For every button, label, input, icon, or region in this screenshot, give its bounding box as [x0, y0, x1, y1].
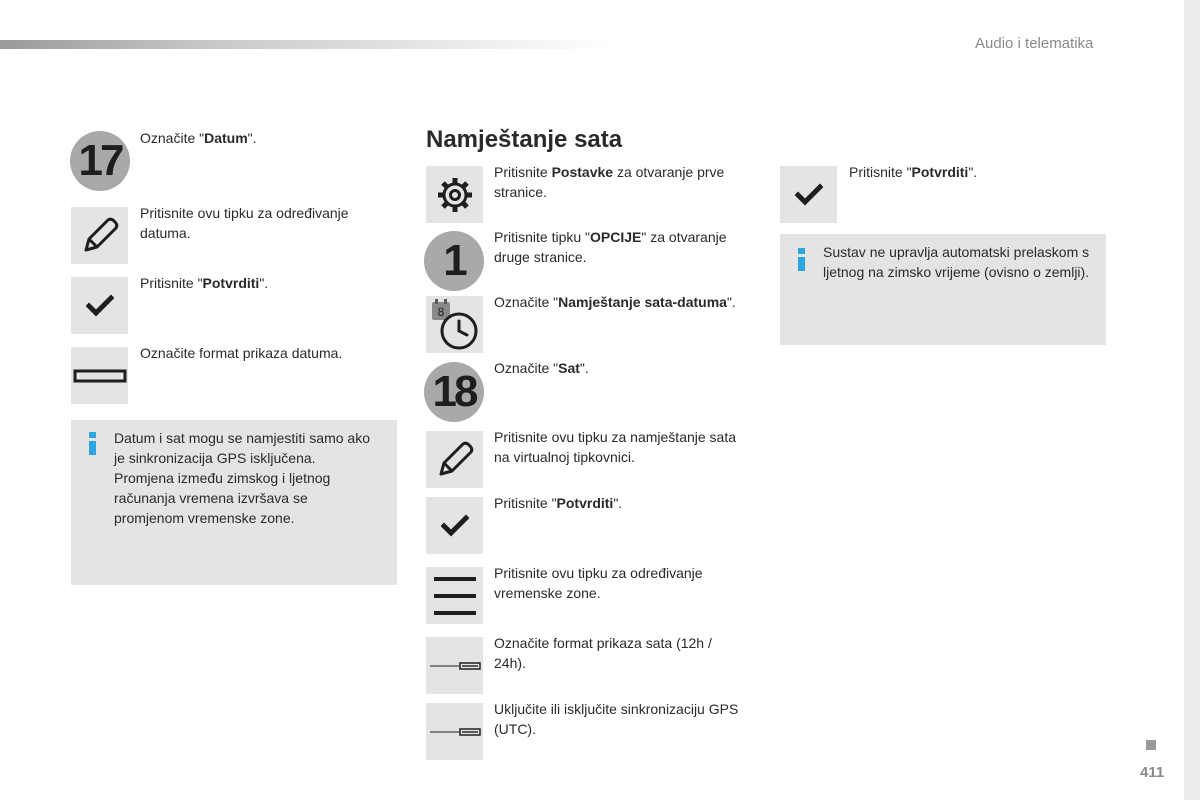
clock-icon	[429, 299, 481, 351]
section-title: Audio i telematika	[975, 35, 1094, 52]
instruction-settings: Pritisnite Postavke za otvaranje prve stranice.	[494, 164, 725, 200]
check-icon	[795, 183, 823, 207]
instruction-gps-sync: Uključite ili isključite sinkronizaciju GPS (UTC).	[494, 701, 739, 737]
settings-button[interactable]	[426, 166, 483, 223]
instruction-select-time: Označite "Sat".	[494, 360, 589, 376]
instruction-time-format: Označite format prikaza sata (12h / 24h).	[494, 635, 712, 671]
info-text-left: Datum i sat mogu se namjestiti samo ako je sinkronizacija GPS isključena. Promjena između zimskog i ljetnog računanja vremena izvršava se promjenom vremenske zone.	[114, 430, 370, 526]
pencil-icon	[78, 214, 122, 258]
time-format-toggle[interactable]	[426, 637, 483, 694]
date-format-icon	[73, 368, 127, 384]
instruction-confirm-final: Pritisnite "Potvrditi".	[849, 164, 978, 180]
check-icon	[86, 294, 114, 318]
info-text-right: Sustav ne upravlja automatski prelaskom s ljetnog na zimsko vrijeme (ovisno o zemlji).	[823, 244, 1090, 280]
page-marker	[1146, 740, 1156, 750]
info-box-left	[71, 420, 397, 585]
header-gradient-bar	[0, 40, 610, 49]
pencil-icon	[433, 438, 477, 482]
menu-icon	[432, 573, 478, 619]
page-number: 411	[1140, 764, 1165, 781]
timezone-button[interactable]	[426, 567, 483, 624]
info-box-right	[780, 234, 1106, 345]
instruction-select-date: Označite "Datum".	[140, 130, 257, 146]
gps-sync-toggle[interactable]	[426, 703, 483, 760]
pencil-button-time[interactable]	[426, 431, 483, 488]
check-icon	[441, 514, 469, 538]
toggle-icon	[428, 660, 482, 672]
date-format-button[interactable]	[71, 347, 128, 404]
info-icon	[89, 432, 96, 455]
instruction-keyboard: Pritisnite ovu tipku za namještanje sata na virtualnoj tipkovnici.	[494, 429, 737, 465]
gear-icon	[435, 175, 475, 215]
instruction-date-format: Označite format prikaza datuma.	[140, 345, 343, 361]
instruction-confirm: Pritisnite "Potvrditi".	[140, 275, 269, 291]
page-title: Namještanje sata	[426, 126, 623, 153]
step-number-17: 17	[70, 131, 130, 191]
confirm-button-time[interactable]	[426, 497, 483, 554]
page-edge-strip	[1184, 0, 1200, 800]
step-number-18: 18	[424, 362, 484, 422]
instruction-confirm-time: Pritisnite "Potvrditi".	[494, 495, 623, 511]
info-icon	[798, 248, 805, 271]
instruction-clock-date: Označite "Namještanje sata-datuma".	[494, 294, 736, 310]
toggle-icon	[428, 726, 482, 738]
confirm-button-final[interactable]	[780, 166, 837, 223]
instruction-press-date: Pritisnite ovu tipku za određivanje datuma.	[140, 205, 349, 241]
clock-settings-button[interactable]	[426, 296, 483, 353]
clock-badge-number: 8	[437, 304, 444, 319]
pencil-button[interactable]	[71, 207, 128, 264]
instruction-timezone: Pritisnite ovu tipku za određivanje vremenske zone.	[494, 565, 703, 601]
instruction-options: Pritisnite tipku "OPCIJE" za otvaranje druge stranice.	[494, 229, 727, 265]
step-number-1: 1	[424, 231, 484, 291]
confirm-button[interactable]	[71, 277, 128, 334]
